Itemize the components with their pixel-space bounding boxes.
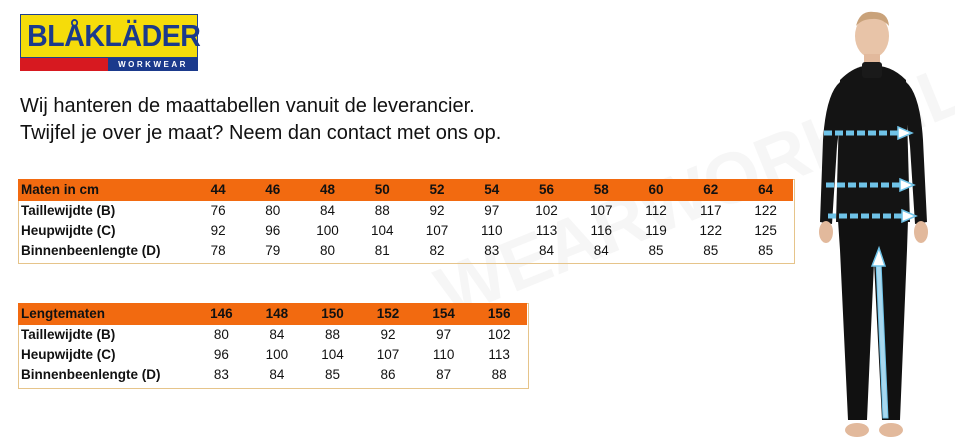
model-right-foot [879, 423, 903, 437]
length-table-size-148: 148 [249, 303, 305, 325]
table-cell: 80 [213, 327, 229, 342]
table-cell: 97 [436, 327, 452, 342]
table-cell: 80 [320, 243, 336, 258]
table-cell: 122 [699, 223, 723, 238]
length-table-header-row [18, 303, 527, 325]
table-cell: 84 [269, 367, 285, 382]
length-table [18, 303, 527, 385]
size-table-size-50: 50 [355, 179, 410, 201]
table-row [18, 325, 527, 345]
size-table-size-44: 44 [191, 179, 246, 201]
model-shirt [836, 66, 910, 222]
table-cell: 88 [374, 203, 390, 218]
row-label: Binnenbeenlengte (D) [21, 243, 161, 258]
table-cell: 113 [488, 347, 510, 362]
table-row [18, 345, 527, 365]
row-label: Taillewijdte (B) [21, 327, 116, 342]
size-table-size-54: 54 [464, 179, 519, 201]
table-cell: 119 [645, 223, 667, 238]
table-cell: 88 [324, 327, 340, 342]
table-cell: 100 [316, 223, 339, 238]
table-row [18, 241, 793, 261]
table-cell: 96 [265, 223, 281, 238]
intro-line-1: Wij hanteren de maattabellen vanuit de leverancier. [20, 95, 475, 117]
size-table-size-58: 58 [574, 179, 629, 201]
size-table-header-row [18, 179, 793, 201]
row-label: Heupwijdte (C) [21, 347, 116, 362]
table-cell: 107 [590, 203, 613, 218]
table-cell: 107 [425, 223, 449, 238]
length-table-size-152: 152 [360, 303, 416, 325]
table-cell: 100 [265, 347, 289, 362]
table-cell: 83 [484, 243, 500, 258]
blaklader-logo [20, 14, 201, 72]
table-cell: 76 [210, 203, 226, 218]
table-cell: 81 [374, 243, 390, 258]
table-cell: 85 [324, 367, 340, 382]
table-cell: 87 [436, 367, 452, 382]
length-table-size-154: 154 [416, 303, 472, 325]
table-cell: 80 [265, 203, 281, 218]
table-cell: 92 [429, 203, 445, 218]
table-cell: 116 [590, 223, 613, 238]
table-cell: 96 [213, 347, 229, 362]
table-cell: 102 [535, 203, 558, 218]
table-cell: 84 [269, 327, 285, 342]
size-table [18, 179, 793, 261]
model-left-hand [819, 221, 833, 243]
table-cell: 78 [210, 243, 226, 258]
table-cell: 104 [371, 223, 394, 238]
size-table-size-52: 52 [410, 179, 465, 201]
table-cell: 122 [754, 203, 777, 218]
size-table-header-label: Maten in cm [18, 179, 191, 201]
row-label: Taillewijdte (B) [21, 203, 116, 218]
table-cell: 82 [429, 243, 445, 258]
table-cell: 85 [648, 243, 664, 258]
table-cell: 110 [481, 223, 503, 238]
table-cell: 125 [754, 223, 777, 238]
table-cell: 110 [432, 347, 455, 362]
table-cell: 84 [593, 243, 609, 258]
logo-brand-text: BLÅKLÄDER [27, 18, 201, 53]
table-cell: 97 [484, 203, 500, 218]
length-table-size-150: 150 [305, 303, 361, 325]
model-collar [862, 62, 882, 78]
model-right-hand [914, 221, 928, 243]
size-table-size-64: 64 [738, 179, 793, 201]
length-table-size-156: 156 [471, 303, 527, 325]
row-label: Binnenbeenlengte (D) [21, 367, 161, 382]
table-row [18, 221, 793, 241]
size-table-size-56: 56 [519, 179, 574, 201]
table-row [18, 365, 527, 385]
table-row [18, 201, 793, 221]
row-label: Heupwijdte (C) [21, 223, 116, 238]
table-cell: 112 [645, 203, 667, 218]
length-table-header-label: Lengtematen [18, 303, 194, 325]
table-cell: 92 [210, 223, 226, 238]
table-cell: 88 [491, 367, 507, 382]
table-cell: 84 [320, 203, 336, 218]
table-cell: 86 [380, 367, 396, 382]
table-cell: 107 [376, 347, 400, 362]
logo-sub-text: WORKWEAR [118, 60, 188, 69]
size-table-size-60: 60 [629, 179, 684, 201]
table-cell: 85 [703, 243, 719, 258]
table-cell: 92 [380, 327, 396, 342]
size-table-size-46: 46 [245, 179, 300, 201]
table-cell: 83 [213, 367, 229, 382]
intro-line-2: Twijfel je over je maat? Neem dan contact met ons op. [20, 122, 502, 144]
table-cell: 104 [321, 347, 344, 362]
model-left-foot [845, 423, 869, 437]
model-leggings [838, 220, 908, 420]
table-cell: 79 [265, 243, 281, 258]
intro-text [20, 93, 501, 147]
table-cell: 117 [700, 203, 722, 218]
model-illustration [790, 0, 955, 445]
table-cell: 85 [758, 243, 774, 258]
table-cell: 84 [539, 243, 555, 258]
length-table-size-146: 146 [194, 303, 250, 325]
size-table-size-48: 48 [300, 179, 355, 201]
table-cell: 113 [535, 223, 558, 238]
model-figure [790, 0, 955, 445]
table-cell: 102 [487, 327, 511, 342]
size-table-size-62: 62 [683, 179, 738, 201]
